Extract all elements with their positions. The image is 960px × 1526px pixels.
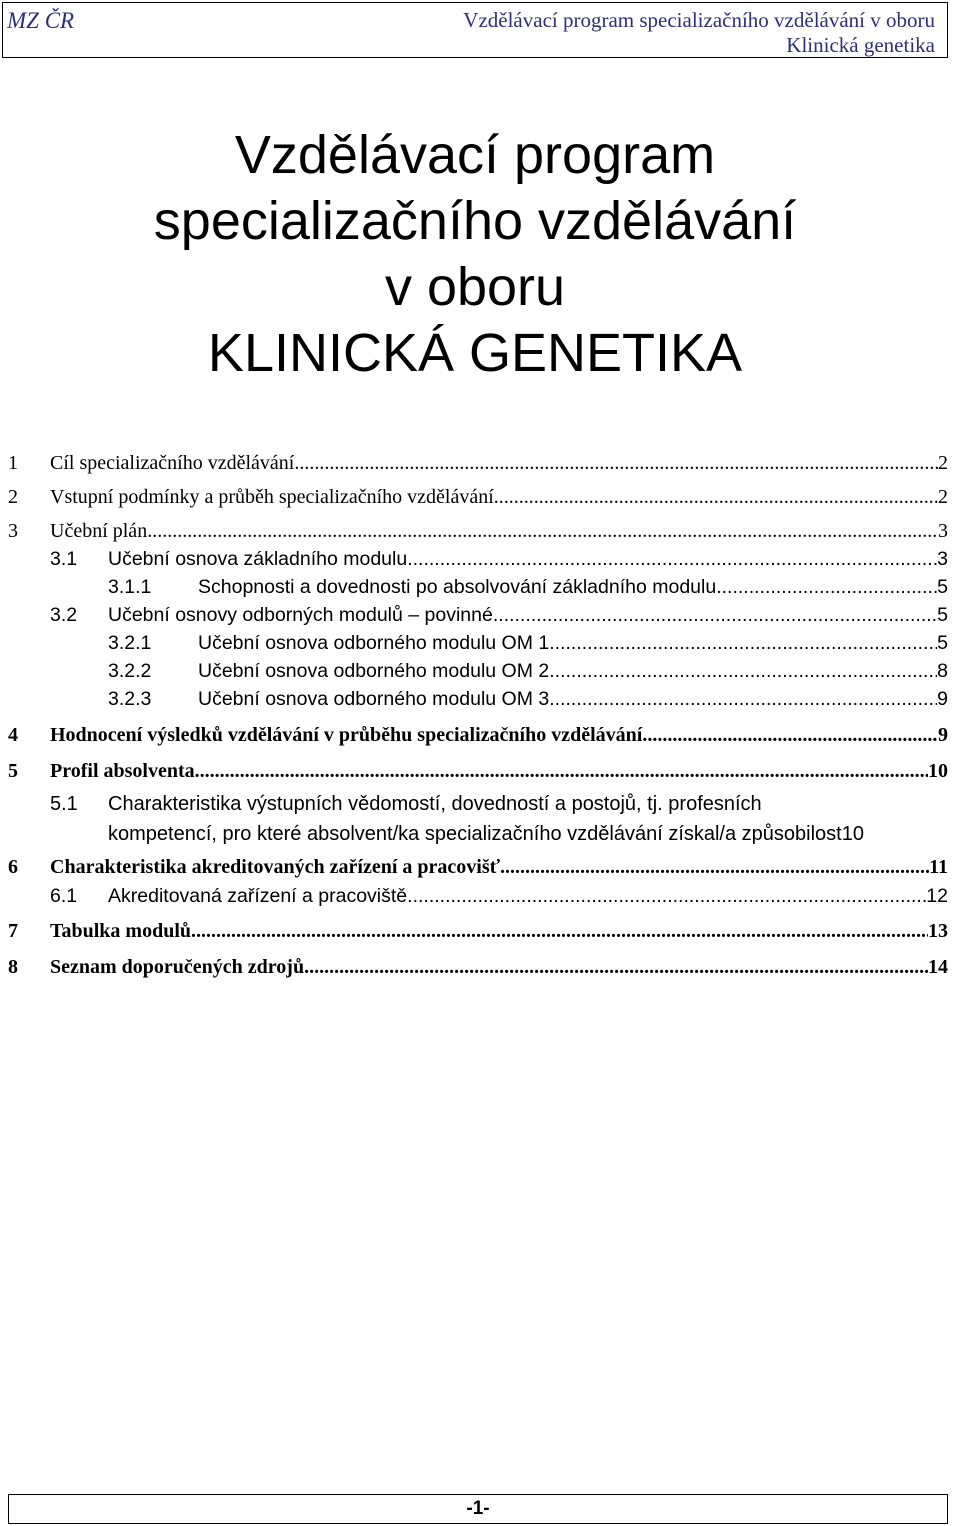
toc-number: 3: [8, 520, 18, 542]
toc-page: 10: [928, 760, 948, 782]
toc-page: 12: [926, 885, 948, 907]
toc-page: 3: [938, 520, 948, 542]
toc-label: Učební osnova odborného modulu OM 1: [198, 632, 550, 654]
toc-number: 1: [8, 452, 18, 474]
toc-number: 3.1.1: [108, 576, 152, 598]
toc-number: 3.2.1: [108, 632, 152, 654]
toc-text: [50, 484, 948, 510]
title-line2: specializačního vzdělávání: [153, 191, 797, 251]
page-header: [2, 2, 948, 58]
toc-label: Hodnocení výsledků vzdělávání v průběhu specializačního vzdělávání: [50, 724, 643, 746]
toc-label: Učební osnovy odborných modulů – povinné: [108, 604, 493, 626]
toc-text: [198, 574, 948, 600]
toc-leader: [642, 722, 938, 748]
header-ministry: MZ ČR: [7, 8, 75, 33]
toc-number: 3.2: [50, 604, 78, 626]
toc-leader: [191, 918, 928, 944]
toc-number: 7: [8, 920, 18, 942]
toc-text: [50, 854, 948, 880]
header-title-line1: Vzdělávací program specializačního vzdělávání v oboru: [463, 8, 935, 32]
toc-number: 2: [8, 486, 18, 508]
toc-label: Učební osnova odborného modulu OM 3: [198, 688, 550, 710]
toc-page: 5: [937, 576, 948, 598]
toc-leader: [549, 686, 937, 712]
toc-text: [50, 954, 948, 980]
toc-number: 4: [8, 724, 18, 746]
toc-leader: [195, 758, 928, 784]
toc-label-line2: kompetencí, pro které absolvent/ka specializačního vzdělávání získal/a způsobilost: [108, 823, 842, 845]
toc-page: 5: [937, 604, 948, 626]
toc-label: Učební osnova odborného modulu OM 2: [198, 660, 550, 682]
toc-text: [198, 658, 948, 684]
title-line4: KLINICKÁ GENETIKA: [207, 323, 743, 383]
toc-leader: [304, 954, 928, 980]
toc-leader: [549, 630, 937, 656]
toc-text: [50, 450, 948, 476]
header-document-title: [463, 8, 935, 58]
toc-label: Vstupní podmínky a průběh specializačního vzdělávání: [50, 486, 494, 508]
toc-number: 3.2.2: [108, 660, 152, 682]
toc-label: Profil absolventa: [50, 760, 195, 782]
toc-leader: [407, 546, 937, 572]
toc-number: 8: [8, 956, 18, 978]
toc-label: Akreditovaná zařízení a pracoviště: [108, 885, 408, 907]
toc-page: 8: [937, 660, 948, 682]
toc-text: [108, 602, 948, 628]
toc-text: [50, 722, 948, 748]
toc-number: 3.2.3: [108, 688, 152, 710]
toc-page: 3: [937, 548, 948, 570]
toc-label: Charakteristika akreditovaných zařízení a pracovišť: [50, 856, 501, 878]
page-footer: [8, 1494, 948, 1524]
toc-number: 6.1: [50, 885, 78, 907]
toc-page: 9: [938, 724, 948, 746]
toc-page: 10: [841, 823, 864, 845]
toc-leader: [494, 484, 938, 510]
toc-label: Schopnosti a dovednosti po absolvování základního modulu: [198, 576, 717, 598]
document-title: [0, 122, 950, 386]
toc-page: 13: [928, 920, 948, 942]
toc-page: 2: [938, 452, 948, 474]
toc-page: 5: [937, 632, 948, 654]
toc-leader: [549, 658, 937, 684]
toc-text: [50, 518, 948, 544]
toc-label: Tabulka modulů: [50, 920, 192, 942]
toc-label-line1: Charakteristika výstupních vědomostí, dovedností a postojů, tj. profesních: [108, 793, 762, 815]
toc-text: [198, 630, 948, 656]
toc-label: Seznam doporučených zdrojů: [50, 956, 305, 978]
toc-leader: [294, 450, 938, 476]
toc-page: 14: [928, 956, 948, 978]
toc-label-line2-wrap: [108, 820, 864, 848]
toc-text: [50, 758, 948, 784]
toc-leader: [716, 574, 937, 600]
toc-label: Cíl specializačního vzdělávání: [50, 452, 295, 474]
toc-label: Učební osnova základního modulu: [108, 548, 408, 570]
title-line3: v oboru: [384, 257, 566, 317]
toc-number: 3.1: [50, 548, 78, 570]
toc-number: 5.1: [50, 793, 78, 815]
toc-number: 6: [8, 856, 18, 878]
toc-leader: [407, 883, 926, 909]
toc-text: [50, 918, 948, 944]
toc-text: [108, 546, 948, 572]
title-line1: Vzdělávací program: [234, 125, 716, 185]
header-title-line2: Klinická genetika: [786, 33, 935, 57]
toc-page: 2: [938, 486, 948, 508]
toc-leader: [147, 518, 938, 544]
toc-page: 11: [929, 856, 948, 878]
toc-number: 5: [8, 760, 18, 782]
toc-text: [108, 883, 948, 909]
page-number: -1-: [466, 1498, 490, 1519]
toc-page: 9: [937, 688, 948, 710]
toc-leader: [493, 602, 937, 628]
toc-text: [198, 686, 948, 712]
toc-label: Učební plán: [50, 520, 148, 542]
toc-leader: [500, 854, 929, 880]
